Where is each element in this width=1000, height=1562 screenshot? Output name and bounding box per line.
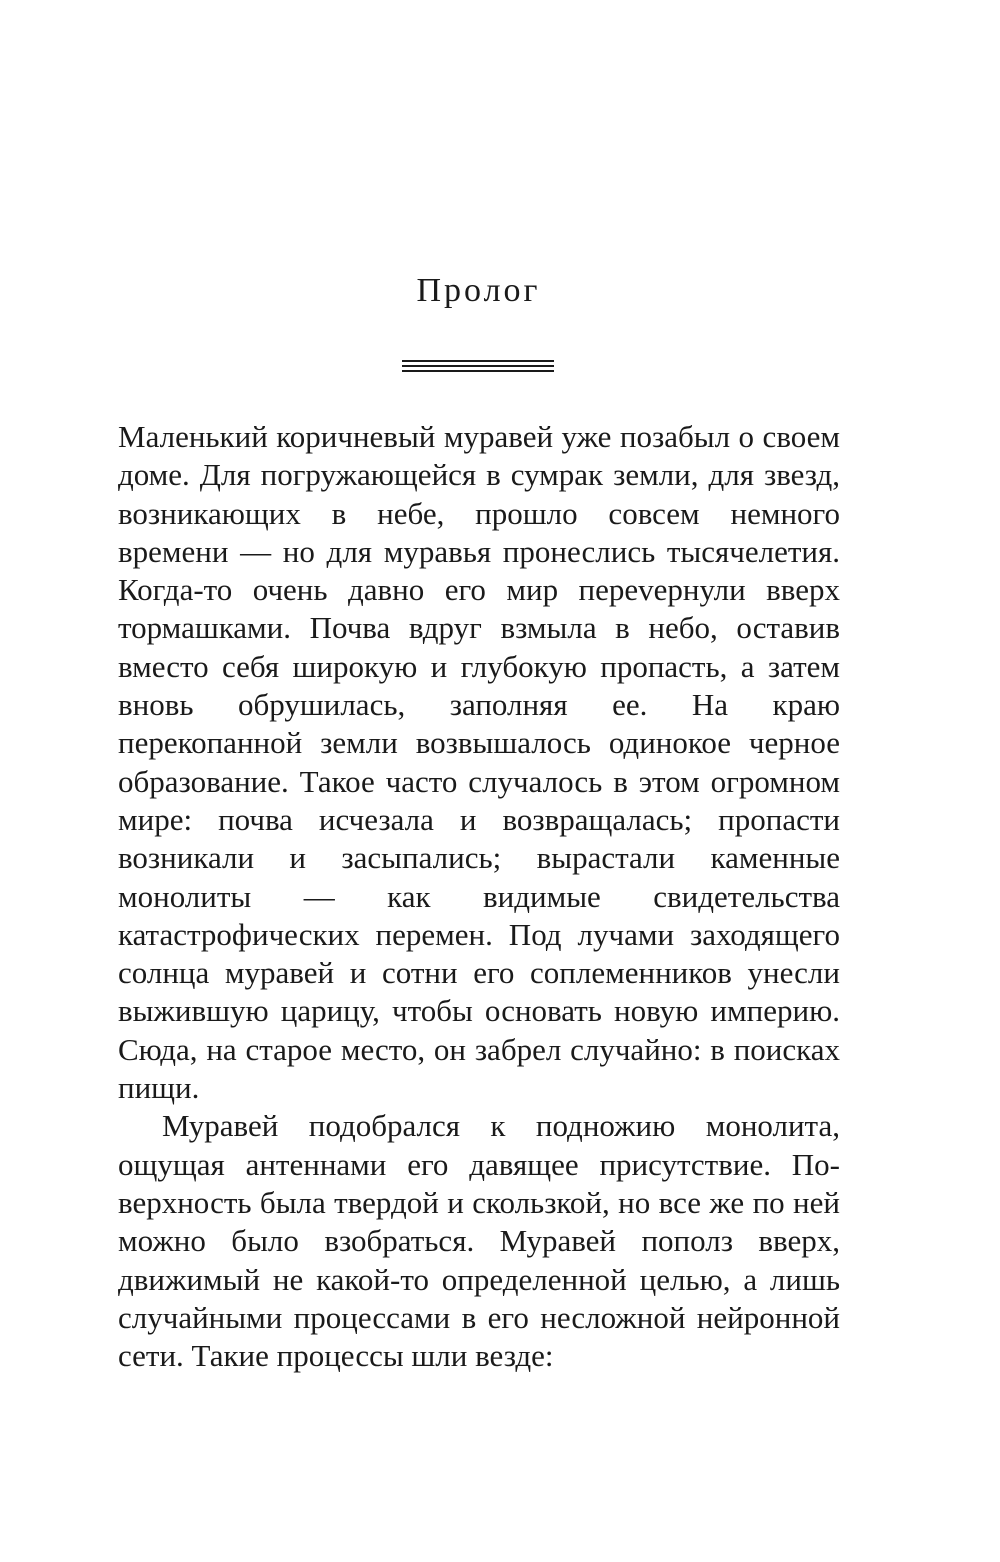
paragraph: Муравей подобрался к подножию монолита, ощущая антеннами его давящее присутствие. Поверхность была твердой и скользкой, но все же по ней можно было взобраться. Муравей пополз вверх, движимый не какой-то определенной целью, а лишь случайными процессами в его несложной нейронной сети. Такие процессы шли везде: — [118, 1108, 840, 1374]
chapter-text — [118, 418, 840, 1375]
paragraph: Маленький коричневый муравей уже позабыл о своем доме. Для погружающейся в сумрак земли, для звезд, возникающих в небе, прошло совсем немного времени — но для муравья пронеслись тысячелетия. Когда-то очень давно его мир переvернули вверх тормашками. Почва вдруг взмыла в небо, оставив вместо себя широкую и глубокую пропасть, а затем вновь обрушилась, заполняя ее. На краю перекопанной земли возвышалось одинокое черное образование. Такое часто случалось в этом огромном мире: почва исчезала и возвращалась; пропасти возникали и засыпались; вырастали каменные монолиты — как видимые свидетельства катастрофических перемен. Под лучами заходящего солнца муравей и сотни его соплеменников унесли выжившую царицу, чтобы основать новую империю. Сюда, на старое место, он забрел случайно: в поисках пищи. — [118, 419, 840, 1106]
ornament-line — [402, 360, 554, 362]
ornament-line — [402, 365, 554, 367]
chapter-title: Пролог — [416, 272, 541, 309]
ornament-line — [402, 370, 554, 372]
title-ornament — [402, 360, 554, 376]
